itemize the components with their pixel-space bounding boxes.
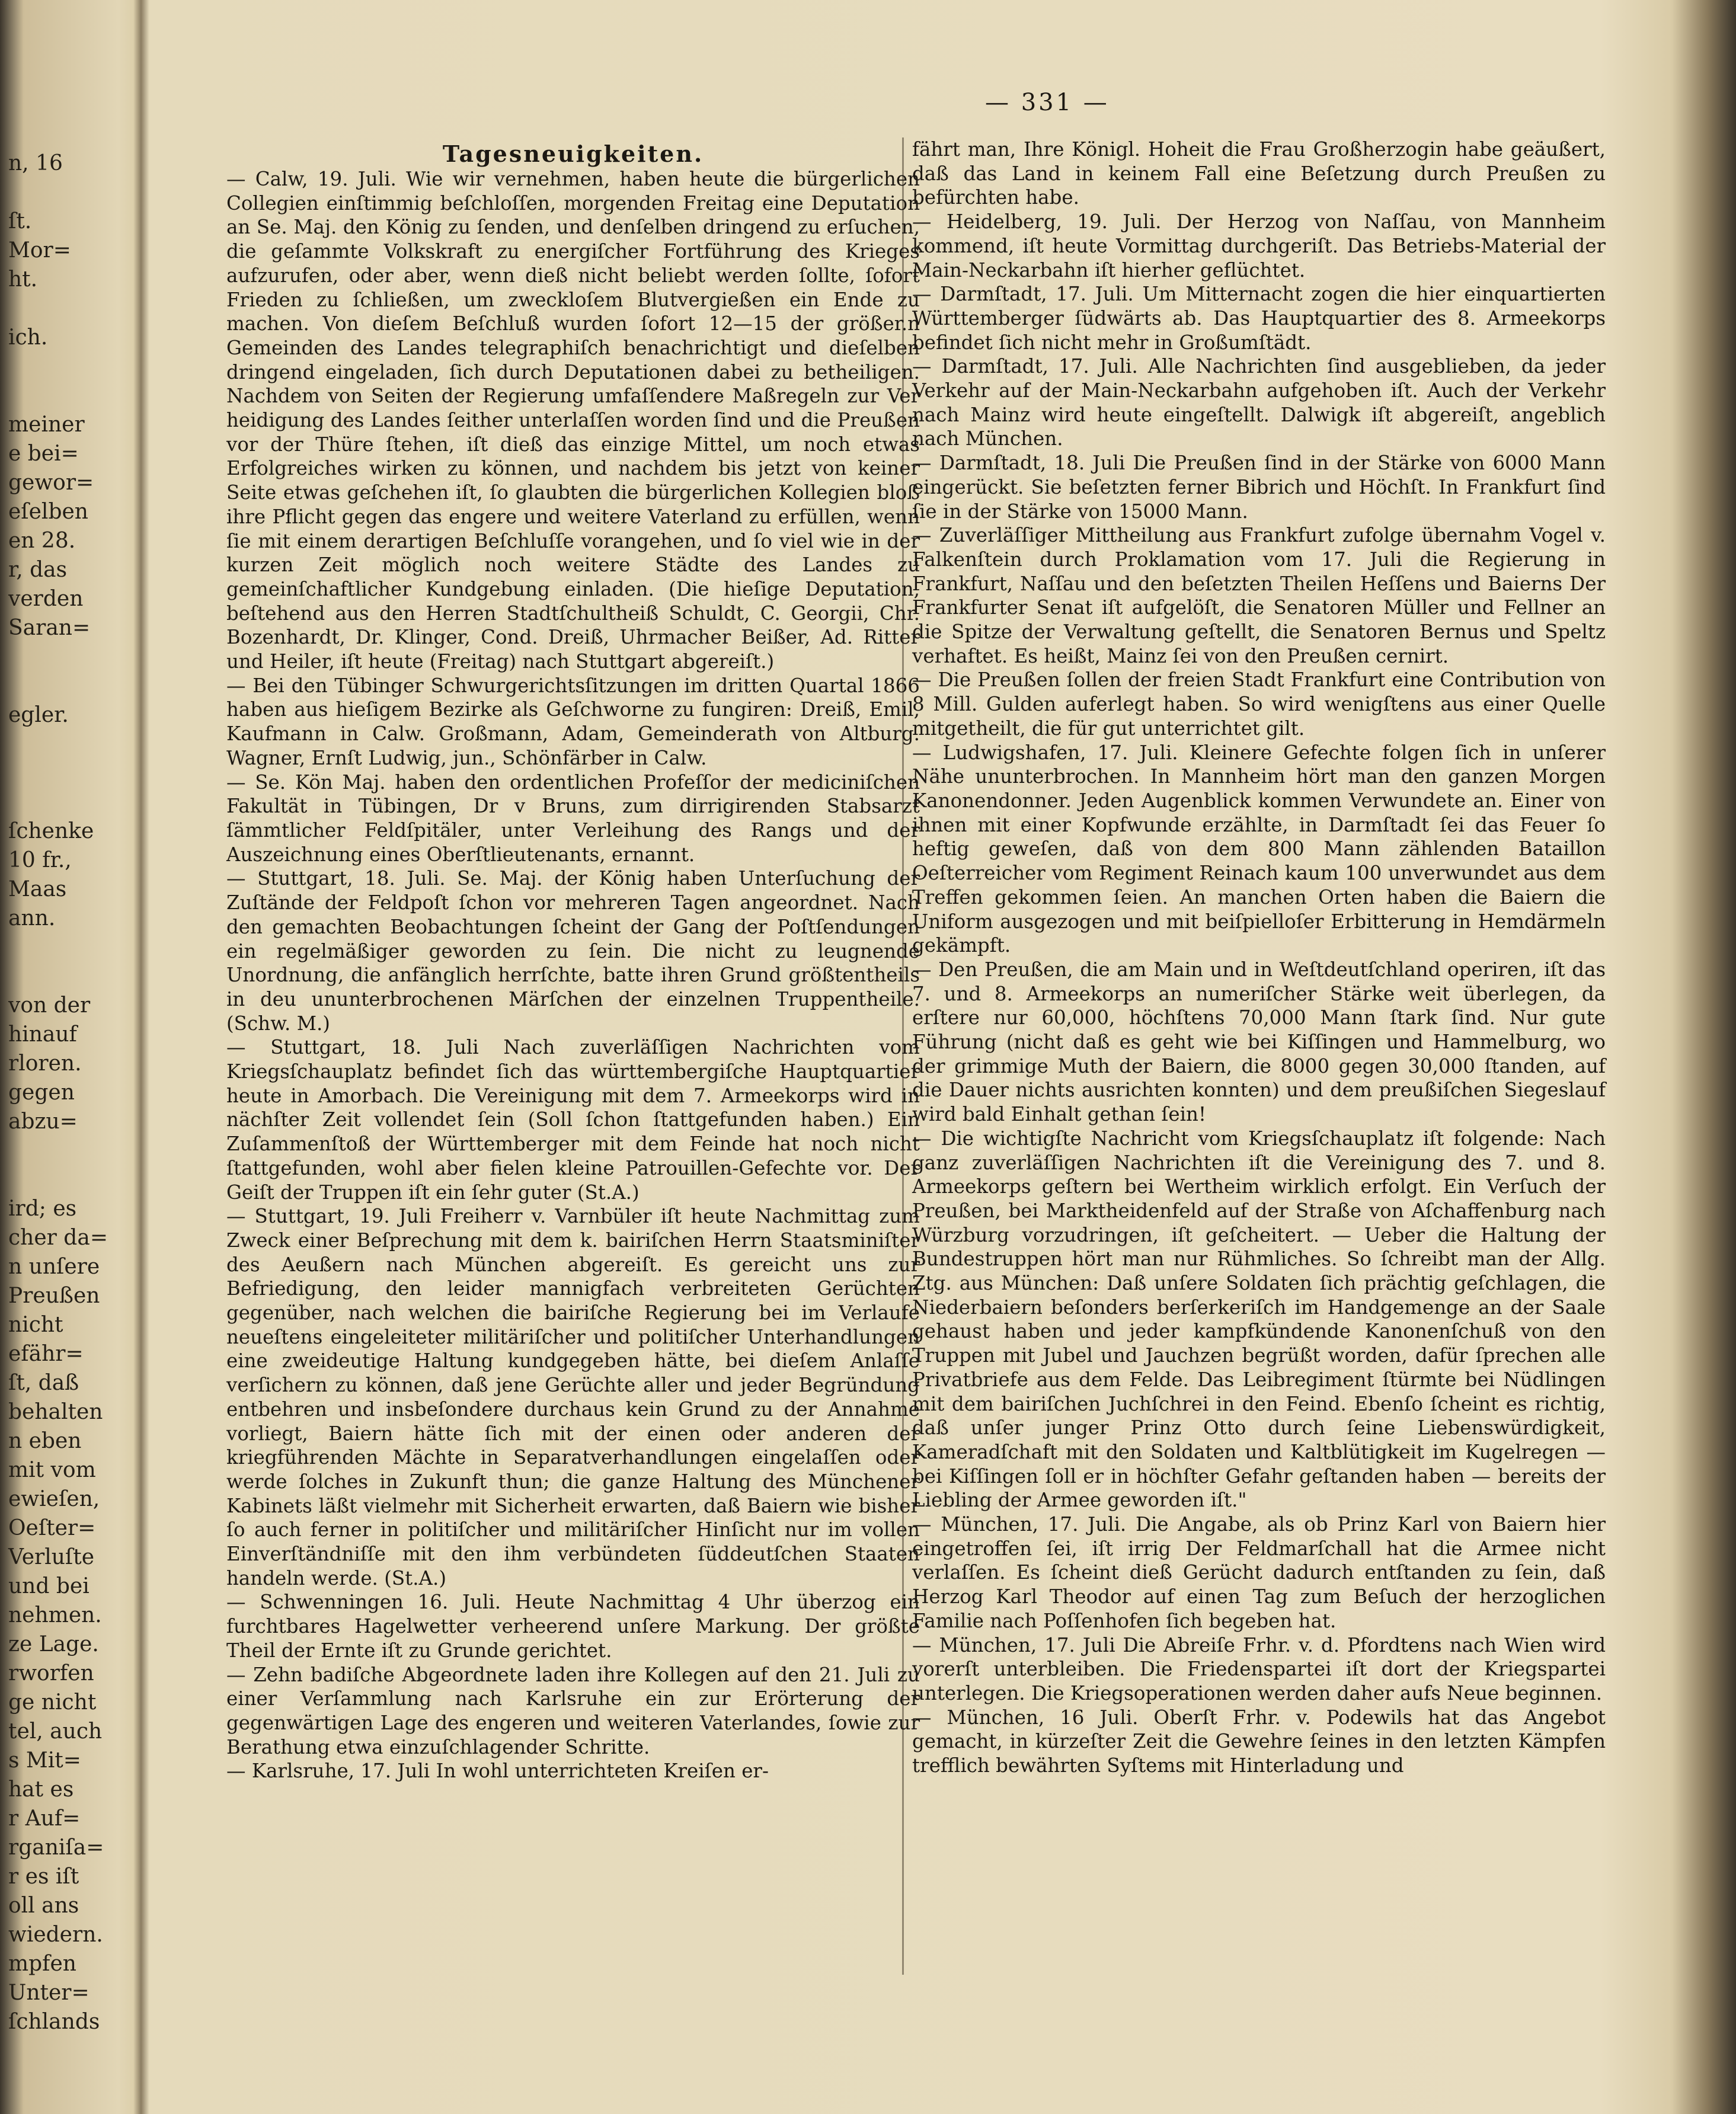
left-page-fragment: e bei= xyxy=(8,442,79,466)
page-number: — 331 — xyxy=(985,89,1110,116)
left-page-fragment: ird; es xyxy=(8,1197,77,1221)
left-page-fragment: r Auf= xyxy=(8,1806,81,1831)
left-page-fragment: ewieſen, xyxy=(8,1487,100,1511)
left-page-fragment: ze Lage. xyxy=(8,1632,99,1656)
article-muenchen-podewils: — München, 16 Juli. Oberſt Frhr. v. Podewils hat das Angebot gemacht, in kürzeſter Zeit die Gewehre ſeines in den letzten Kämpfen trefflich bewährten Syſtems mit Hinterladung und xyxy=(912,1706,1606,1777)
left-page-fragment: hat es xyxy=(8,1777,74,1802)
left-page-fragment: ſchenke xyxy=(8,819,94,843)
article-armeekorps-strength: — Den Preußen, die am Main und in Weſtdeutſchland operiren, iſt das 7. und 8. Armeekorps an numeriſcher Stärke weit überlegen, da erſtere nur 60,000, höchſtens 70,000 Mann ſtark ſind. Nur gute Führung (nicht daß es geht wie bei Kiſſingen und Hammelburg, wo der grimmige Muth der Baiern, die 8000 gegen 30,000 ſtanden, auf die Dauer nichts ausrichten konnten) und dem preußiſchen Siegeslauf wird bald Einhalt gethan ſein! xyxy=(912,958,1606,1126)
left-page-fragment: und bei xyxy=(8,1574,89,1598)
left-page-fragment: ge nicht xyxy=(8,1690,97,1715)
article-ludwigshafen: — Ludwigshafen, 17. Juli. Kleinere Gefechte folgen ſich in unſerer Nähe ununterbrochen. In Mannheim hört man den ganzen Morgen Kanonendonner. Jeden Augenblick kommen Verwundete an. Einer von ihnen mit einer Kopfwunde erzählte, in Darmſtadt ſei das Feuer ſo heftig geweſen, daß von dem 800 Mann zählenden Bataillon Oeſterreicher vom Regiment Reinach kaum 100 unverwundet aus dem Treffen gekommen ſeien. An manchen Orten haben die Baiern die Uniform ausgezogen und mit beiſpielloſer Erbitterung in Hemdärmeln gekämpft. xyxy=(912,741,1606,957)
left-page-fragment: ſt. xyxy=(8,209,32,234)
left-page-fragment: eſelben xyxy=(8,500,88,524)
left-page-fragment: oll ans xyxy=(8,1894,79,1918)
left-page-fragment: s Mit= xyxy=(8,1748,81,1773)
article-karlsruhe-continued: fährt man, Ihre Königl. Hoheit die Frau Großherzogin habe geäußert, daß das Land in keinem Fall eine Beſetzung durch Preußen zu befürchten habe. xyxy=(912,138,1606,209)
article-badische-abgeordnete: — Zehn badiſche Abgeordnete laden ihre Kollegen auf den 21. Juli zu einer Verſammlung nach Karlsruhe ein zur Erörterung der gegenwärtigen Lage des engeren und weiteren Vaterlandes, ſowie zur Berathung etwa einzuſchlagender Schritte. xyxy=(226,1663,920,1758)
left-page-fragment: mpfen xyxy=(8,1952,76,1976)
article-muenchen-pfordten: — München, 17. Juli Die Abreiſe Frhr. v. d. Pfordtens nach Wien wird vorerſt unterbleiben. Die Friedenspartei iſt dort der Kriegspartei unterlegen. Die Kriegsoperationen werden daher aufs Neue beginnen. xyxy=(912,1633,1606,1704)
left-page-fragment: rloren. xyxy=(8,1051,82,1076)
left-page-fragment: efähr= xyxy=(8,1342,84,1366)
left-page-edge xyxy=(0,0,138,2114)
left-page-fragment: n, 16 xyxy=(8,151,63,175)
left-page-fragment: rganiſa= xyxy=(8,1835,104,1860)
left-page-fragment: Maas xyxy=(8,877,67,901)
left-page-fragment: mit vom xyxy=(8,1458,96,1482)
left-page-fragment: ann. xyxy=(8,906,56,930)
left-page-fragment: ht. xyxy=(8,267,38,292)
article-stuttgart-varnbueler: — Stuttgart, 19. Juli Freiherr v. Varnbüler iſt heute Nachmittag zum Zweck einer Beſprechung mit dem k. bairiſchen Herrn Staatsminiſter des Aeußern nach München abgereiſt. Es gereicht uns zur Befriedigung, den leider mannigfach verbreiteten Gerüchten gegenüber, nach welchen die bairiſche Regierung bei im Verlaufe neueſtens eingeleiteter militäriſcher und politiſcher Unterhandlungen eine zweideutige Haltung kundgegeben hätte, bei dieſem Anlaſſe verſichern zu können, daß jene Gerüchte aller und jeder Begründung entbehren und insbeſondere durchaus kein Grund zu der Annahme vorliegt, Baiern hätte ſich mit der einen oder anderen der kriegführenden Mächte in Separatverhandlungen eingelaſſen oder werde ſolches in Zukunft thun; die ganze Haltung des Münchener Kabinets läßt vielmehr mit Sicherheit erwarten, daß Baiern wie bisher ſo auch ferner in politiſcher und militäriſcher Hinſicht nur im vollen Einverſtändniſſe mit den ihm verbündeten ſüddeutſchen Staaten handeln werde. (St.A.) xyxy=(226,1205,920,1590)
article-stuttgart-hauptquartier: — Stuttgart, 18. Juli Nach zuverläſſigen Nachrichten vom Kriegsſchauplatz befindet ſich das württembergiſche Hauptquartier heute in Amorbach. Die Vereinigung mit dem 7. Armeekorps wird in nächſter Zeit vollendet ſein (Soll ſchon ſtattgefunden haben.) Ein Zuſammenſtoß der Württemberger mit dem Feinde hat noch nicht ſtattgefunden, wohl aber fielen kleine Patrouillen-Gefechte vor. Der Geiſt der Truppen iſt ein ſehr guter (St.A.) xyxy=(226,1036,920,1204)
left-page-fragment: abzu= xyxy=(8,1109,78,1134)
article-tuebingen-jury: — Bei den Tübinger Schwurgerichtsſitzungen im dritten Quartal 1866 haben aus hieſigem Bezirke als Geſchworne zu fungiren: Dreiß, Emil, Kaufmann in Calw. Großmann, Adam, Gemeinderath von Altburg. Wagner, Ernſt Ludwig, jun., Schönfärber in Calw. xyxy=(226,674,920,769)
left-page-fragment: ich. xyxy=(8,325,48,350)
article-darmstadt-17-b: — Darmſtadt, 17. Juli. Alle Nachrichten ſind ausgeblieben, da jeder Verkehr auf der Main-Neckarbahn aufgehoben iſt. Auch der Verkehr nach Mainz wird heute eingeſtellt. Dalwigk iſt abgereiſt, angeblich nach München. xyxy=(912,355,1606,450)
article-darmstadt-18: — Darmſtadt, 18. Juli Die Preußen ſind in der Stärke von 6000 Mann eingerückt. Sie beſetzten ferner Bibrich und Höchſt. In Frankfurt ſind ſie in der Stärke von 15000 Mann. xyxy=(912,452,1606,523)
left-page-fragment: r, das xyxy=(8,558,68,582)
left-page-fragment: behalten xyxy=(8,1400,103,1424)
article-kriegsschauplatz: — Die wichtigſte Nachricht vom Kriegsſchauplatz iſt folgende: Nach ganz zuverläſſigen Nachrichten iſt die Vereinigung des 7. und 8. Armeekorps geſtern bei Wertheim wirklich erfolgt. Ein Verſuch der Preußen, bei Marktheidenfeld auf der Straße von Aſchaffenburg nach Würzburg vorzudringen, iſt geſcheitert. — Ueber die Haltung der Bundestruppen hört man nur Rühmliches. So ſchreibt man der Allg. Ztg. aus München: Daß unſere Soldaten ſich prächtig geſchlagen, die Niederbaiern beſonders berſerkeriſch im Handgemenge an der Saale gehaust haben und jeder kampfkündende Kanonenſchuß von den Truppen mit Jubel und Jauchzen begrüßt worden, dafür ſprechen alle Privatbriefe aus dem Felde. Das Leibregiment ſtürmte bei Nüdlingen mit dem bairiſchen Juchſchrei in den Feind. Ebenſo ſcheint es richtig, daß unſer junger Prinz Otto durch ſeine Liebenswürdigkeit, Kameradſchaft mit den Soldaten und Kaltblütigkeit im Kugelregen — bei Kiſſingen ſoll er in höchſter Gefahr geſtanden haben — bereits der Liebling der Armee geworden iſt." xyxy=(912,1127,1606,1512)
article-appointment-bruns: — Se. Kön Maj. haben den ordentlichen Profeſſor der mediciniſchen Fakultät in Tübingen, Dr v Bruns, zum dirrigirenden Stabsarzt ſämmtlicher Feldſpitäler, unter Verleihung des Rangs und der Auszeichnung eines Oberſtlieutenants, ernannt. xyxy=(226,770,920,866)
left-page-fragment: meiner xyxy=(8,412,85,437)
article-karlsruhe: — Karlsruhe, 17. Juli In wohl unterrichteten Kreiſen er- xyxy=(226,1760,769,1783)
article-calw: — Calw, 19. Juli. Wie wir vernehmen, haben heute die bürgerlichen Collegien einſtimmig beſchloſſen, morgenden Freitag eine Deputation an Se. Maj. den König zu ſenden, und denſelben dringend zu erſuchen, die geſammte Volkskraft zu energiſcher Fortführung des Krieges aufzurufen, oder aber, wenn dieß nicht beliebt werden ſollte, ſofort Frieden zu ſchließen, um zweckloſem Blutvergießen ein Ende zu machen. Von dieſem Beſchluß wurden ſofort 12—15 der größer.n Gemeinden des Landes telegraphiſch benachrichtigt und dieſelben dringend eingeladen, ſich durch Deputationen dabei zu betheiligen. Nachdem von Seiten der Regierung umfaſſendere Maßregeln zur Ver heidigung des Landes ſeither unterlaſſen worden ſind und die Preußen vor der Thüre ſtehen, iſt dieß das einzige Mittel, um noch etwas Erfolgreiches wirken zu können, und nachdem bis jetzt von keiner Seite etwas geſchehen iſt, ſo glaubten die bürgerlichen Kollegien bloß ihre Pflicht gegen das engere und weitere Vaterland zu erfüllen, wenn ſie mit einem derartigen Beſchluſſe vorangehen, und ſo viel wie in der kurzen Zeit möglich noch weitere Städte des Landes zu gemeinſchaftlicher Kundgebung einladen. (Die hieſige Deputation, beſtehend aus den Herren Stadtſchultheiß Schuldt, C. Georgii, Chr. Bozenhardt, Dr. Klinger, Cond. Dreiß, Uhrmacher Beißer, Ad. Ritter und Heiler, iſt heute (Freitag) nach Stuttgart abgereiſt.) xyxy=(226,168,920,673)
newspaper-page xyxy=(149,0,1714,2114)
article-heidelberg: — Heidelberg, 19. Juli. Der Herzog von Naſſau, von Mannheim kommend, iſt heute Vormittag durchgeriſt. Das Betriebs-Material der Main-Neckarbahn iſt hierher geflüchtet. xyxy=(912,210,1606,282)
left-page-fragment: Saran= xyxy=(8,616,91,640)
left-page-fragment: n unſere xyxy=(8,1255,100,1279)
left-page-fragment: nicht xyxy=(8,1313,63,1337)
right-column xyxy=(912,137,1606,1778)
left-page-fragment: Verluſte xyxy=(8,1545,95,1569)
left-page-fragment: Unter= xyxy=(8,1981,89,2005)
section-heading: Tagesneuigkeiten. xyxy=(442,140,704,167)
left-page-fragment: wiedern. xyxy=(8,1923,103,1947)
left-column xyxy=(226,141,920,1783)
article-stuttgart-feldpost: — Stuttgart, 18. Juli. Se. Maj. der König haben Unterſuchung der Zuſtände der Feldpoſt ſchon vor mehreren Tagen angeordnet. Nach den gemachten Beobachtungen ſcheint der Gang der Poſtſendungen ein regelmäßiger geworden zu ſein. Die nicht zu leugnende Unordnung, die anfänglich herrſchte, batte ihren Grund größtentheils in deu ununterbrochenen Märſchen der einzelnen Truppentheile. (Schw. M.) xyxy=(226,867,920,1035)
left-page-fragment: rworfen xyxy=(8,1661,94,1686)
left-page-fragment: von der xyxy=(8,993,91,1018)
left-page-fragment: cher da= xyxy=(8,1226,108,1250)
article-schwenningen: — Schwenningen 16. Juli. Heute Nachmittag 4 Uhr überzog ein furchtbares Hagelwetter verheerend unſere Markung. Der größte Theil der Ernte iſt zu Grunde gerichtet. xyxy=(226,1591,920,1662)
article-muenchen-prinz-karl: — München, 17. Juli. Die Angabe, als ob Prinz Karl von Baiern hier eingetroffen ſei, iſt irrig Der Feldmarſchall hat die Armee nicht verlaſſen. Es ſcheint dieß Gerücht dadurch entſtanden zu ſein, daß Herzog Karl Theodor auf einen Tag zum Beſuch der herzoglichen Familie nach Poſſenhofen ſich begeben hat. xyxy=(912,1513,1606,1632)
article-frankfurt-contribution: — Die Preußen ſollen der freien Stadt Frankfurt eine Contribution von 8 Mill. Gulden auferlegt haben. So wird wenigſtens aus einer Quelle mitgetheilt, die für gut unterrichtet gilt. xyxy=(912,669,1606,740)
left-page-fragment: Oeſter= xyxy=(8,1516,96,1540)
left-page-fragment: nehmen. xyxy=(8,1603,102,1627)
left-page-fragment: tel, auch xyxy=(8,1719,103,1744)
left-page-fragment: n eben xyxy=(8,1429,82,1453)
left-page-fragment: verden xyxy=(8,587,84,611)
left-page-fragment: en 28. xyxy=(8,529,76,553)
left-page-fragment: ſt, daß xyxy=(8,1371,79,1395)
left-page-fragment: gewor= xyxy=(8,471,94,495)
left-page-fragment: ſchlands xyxy=(8,2010,100,2034)
left-page-fragment: egler. xyxy=(8,703,69,727)
left-page-fragment: 10 fr., xyxy=(8,848,72,872)
left-page-fragment: Mor= xyxy=(8,238,71,263)
article-frankfurt-falkenstein: — Zuverläſſiger Mittheilung aus Frankfurt zufolge übernahm Vogel v. Falkenſtein durch Proklamation vom 17. Juli die Regierung in Frankfurt, Naſſau und den beſetzten Theilen Heſſens und Baierns Der Frankfurter Senat iſt aufgelöſt, die Senatoren Müller und Fellner an die Spitze der Verwaltung geſtellt, die Senatoren Bernus und Speltz verhaftet. Es heißt, Mainz ſei von den Preußen cernirt. xyxy=(912,524,1606,667)
left-page-fragment: hinauf xyxy=(8,1022,77,1047)
article-darmstadt-17-a: — Darmſtadt, 17. Juli. Um Mitternacht zogen die hier einquartierten Württemberger ſüdwärts ab. Das Hauptquartier des 8. Armeekorps befindet ſich nicht mehr in Großumſtädt. xyxy=(912,283,1606,354)
left-page-fragment: gegen xyxy=(8,1080,75,1105)
left-page-fragment: r es iſt xyxy=(8,1864,79,1889)
left-page-fragment: Preußen xyxy=(8,1284,100,1308)
